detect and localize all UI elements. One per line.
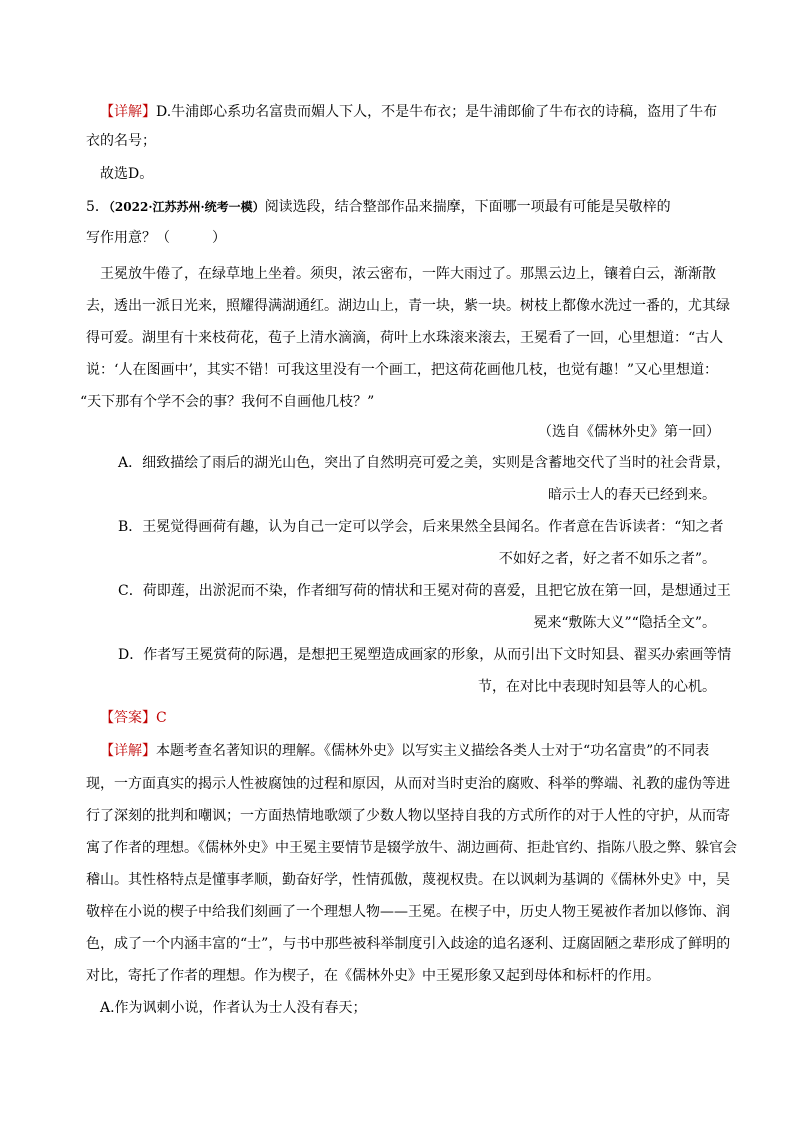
passage-line: 得可爱。湖里有十来枝荷花，苞子上清水滴滴，荷叶上水珠滚来滚去，王冕看了一回，心里想道：“古人 (86, 330, 724, 346)
question-5-stem (86, 197, 671, 217)
option-c-line1: C．荷即莲，出淤泥而不染，作者细写荷的情状和王冕对荷的喜爱，且把它放在第一回，是想通过王 (118, 583, 731, 599)
option-b-line1: B．王冕觉得画荷有趣，认为自己一定可以学会，后来果然全县闻名。作者意在告诉读者：“知之者 (118, 519, 724, 535)
passage-line: 说：‘人在图画中’，其实不错！可我这里没有一个画工，把这荷花画他几枝，也觉有趣！”又心里想道： (86, 362, 719, 378)
detail-label: 【详解】 (100, 104, 156, 120)
detail-text: D.牛浦郎心系功名富贵而媚人下人，不是牛布衣；是牛浦郎偷了牛布衣的诗稿，盗用了牛布 (156, 104, 718, 120)
detail-d-line1 (100, 102, 717, 122)
answer-value: C (156, 710, 167, 726)
question-source: （2022·江苏苏州·统考一模） (108, 200, 265, 214)
detail-line-1 (100, 741, 709, 761)
passage-line: 王冕放牛倦了，在绿草地上坐着。须臾，浓云密布，一阵大雨过了。那黑云边上，镶着白云，渐渐散 (100, 266, 716, 282)
answer-label: 【答案】 (100, 710, 156, 726)
question-stem: 阅读选段，结合整部作品来揣摩，下面哪一项最有可能是吴敬梓的 (264, 199, 671, 215)
detail-line: 对比，寄托了作者的理想。作为楔子，在《儒林外史》中王冕形象又起到母体和标杆的作用。 (86, 968, 660, 984)
option-b-line2: 不如好之者，好之者不如乐之者”。 (498, 551, 716, 567)
option-d-line1: D．作者写王冕赏荷的际遇，是想把王冕塑造成画家的形象，从而引出下文时知县、翟买办索画等情 (118, 647, 732, 663)
passage-line: 去，透出一派日光来，照耀得满湖通红。湖边山上，青一块，紫一块。树枝上都像水洗过一番的，尤其绿 (86, 298, 730, 314)
detail-label: 【详解】 (100, 743, 156, 759)
detail-line: 行了深刻的批判和嘲讽；一方面热情地歌颂了少数人物以坚持自我的方式所作的对于人性的守护，从而寄 (86, 808, 730, 824)
passage-line: “天下那有个学不会的事？我何不自画他几枝？” (80, 394, 375, 410)
answer-line (100, 708, 167, 728)
choice-line: 故选D。 (100, 166, 154, 182)
detail-option-a: A.作为讽刺小说，作者认为士人没有春天； (100, 1000, 367, 1016)
option-d-line2: 节，在对比中表现时知县等人的心机。 (478, 679, 716, 695)
option-c-line2: 冕来“敷陈大义”“隐括全文”。 (533, 615, 716, 631)
detail-line: 寓了作者的理想。《儒林外史》中王冕主要情节是辍学放牛、湖边画荷、拒赴官约、指陈八股之弊、躲官会 (86, 840, 737, 856)
detail-text: 本题考查名著知识的理解。《儒林外史》以写实主义描绘各类人士对于“功名富贵”的不同表 (156, 743, 710, 759)
detail-line: 现，一方面真实的揭示人性被腐蚀的过程和原因，从而对当时吏治的腐败、科举的弊端、礼教的虚伪等进 (86, 776, 730, 792)
passage-source: （选自《儒林外史》第一回） (538, 424, 720, 440)
option-a-line2: 暗示士人的春天已经到来。 (548, 487, 716, 503)
question-5-stem-line2: 写作用意？（ ） (86, 230, 226, 246)
detail-line: 稽山。其性格特点是懂事孝顺，勤奋好学，性情孤傲，蔑视权贵。在以讽刺为基调的《儒林外史》中，吴 (86, 872, 730, 888)
detail-line: 敬梓在小说的楔子中给我们刻画了一个理想人物——王冕。在楔子中，历史人物王冕被作者加以修饰、润 (86, 904, 730, 920)
detail-line: 色，成了一个内涵丰富的“士”，与书中那些被科举制度引入歧途的追名逐利、迂腐固陋之辈形成了鲜明的 (86, 936, 731, 952)
detail-d-line2: 衣的名号； (86, 133, 156, 149)
question-number: 5． (86, 199, 109, 215)
option-a-line1: A．细致描绘了雨后的湖光山色，突出了自然明亮可爱之美，实则是含蓄地交代了当时的社会背景， (118, 455, 731, 471)
